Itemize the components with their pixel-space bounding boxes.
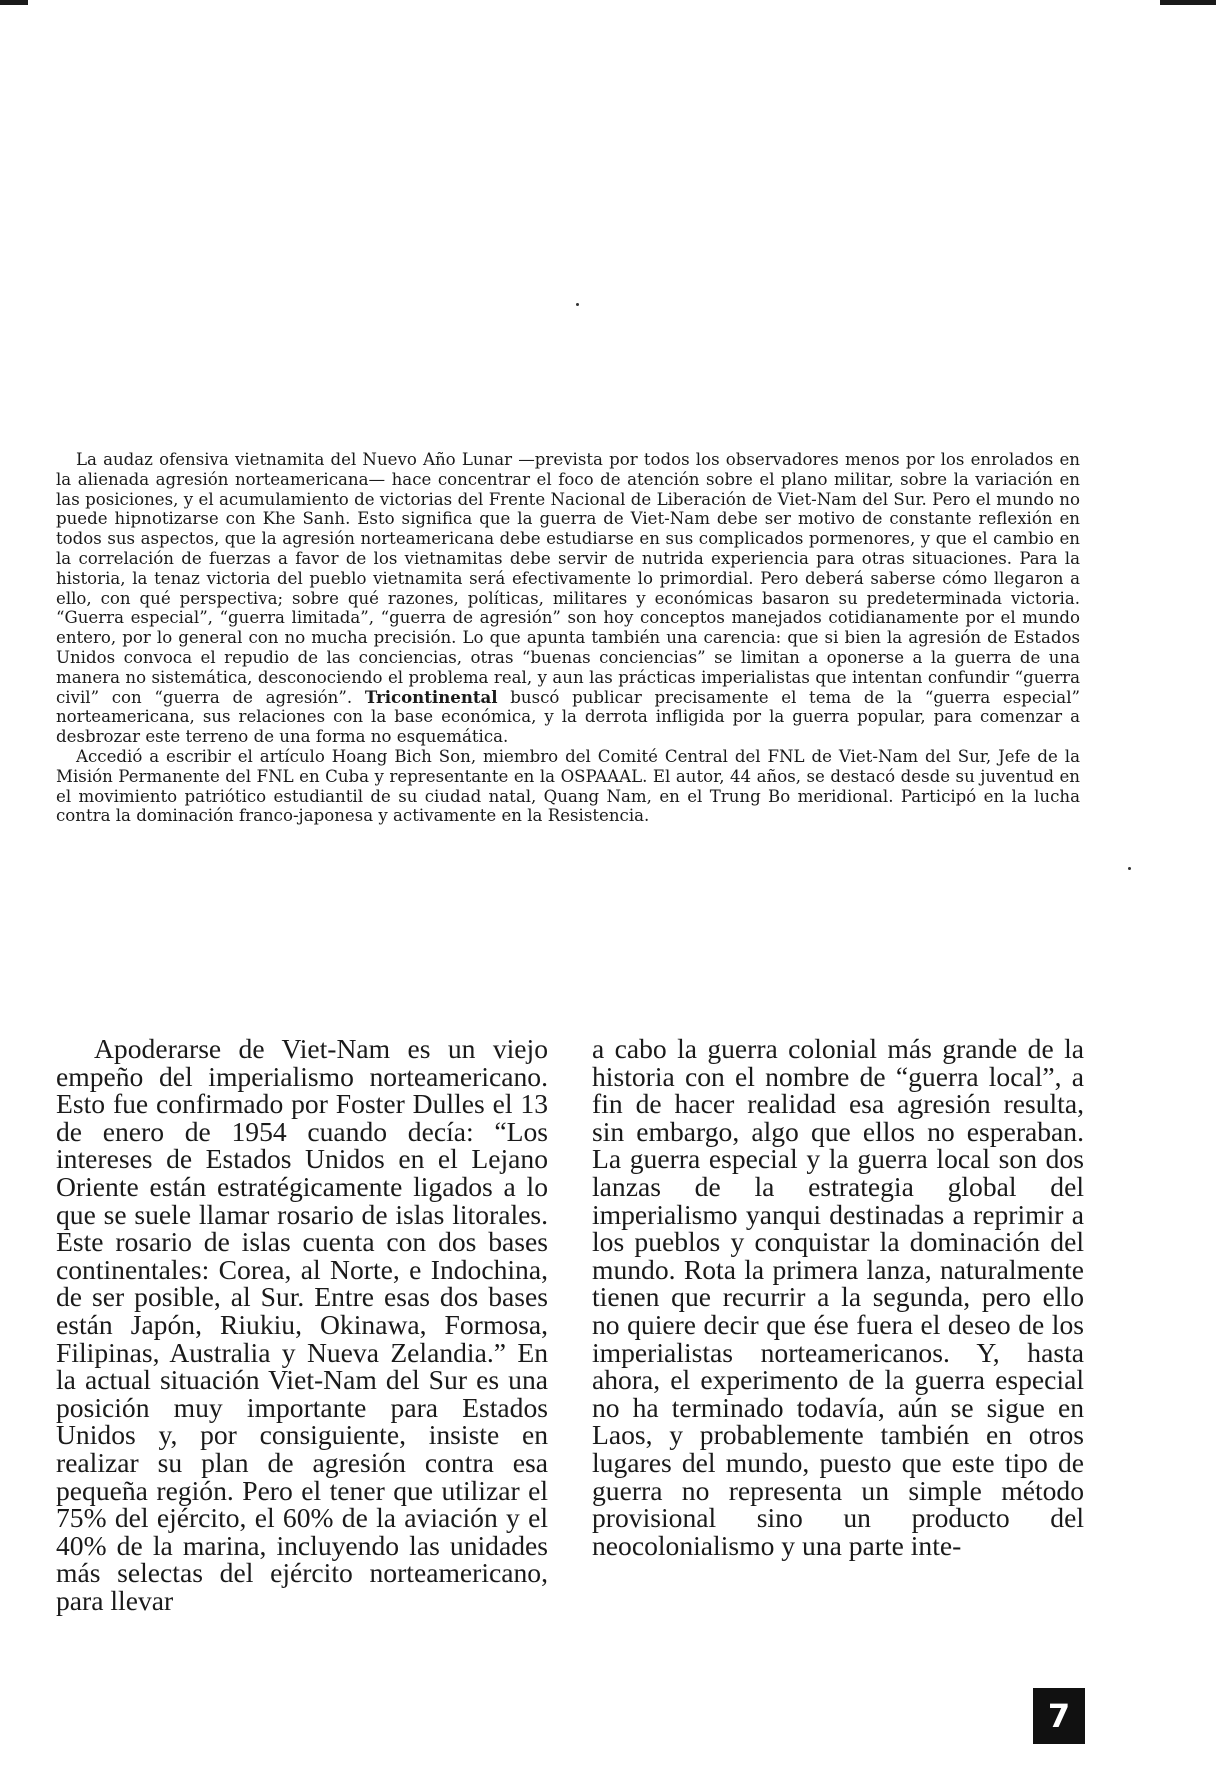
page-number: 7 (1033, 1688, 1085, 1744)
editorial-introduction (56, 450, 1080, 826)
intro-text-before-name: La audaz ofensiva vietnamita del Nuevo Año Lunar —prevista por todos los observadores menos por los enrolados en la alienada agresión norteamericana— hace concentrar el foco de atención sobre el plano militar, sobre la variación en las posiciones, y el acumulamiento de victorias del Frente Nacional de Liberación de Viet-Nam del Sur. Pero el mundo no puede hipnotizarse con Khe Sanh. Esto significa que la guerra de Viet-Nam debe ser motivo de constante reflexión en todos sus aspectos, que la agresión norteamericana debe estudiarse en sus complicados pormenores, y que el cambio en la correlación de fuerzas a favor de los vietnamitas debe servir de nutrida experiencia para otras situaciones. Para la historia, la tenaz victoria del pueblo vietnamita será efectivamente lo primordial. Pero deberá saberse cómo llegaron a ello, con qué perspectiva; sobre qué razones, políticas, militares y económicas basaron su predeterminada victoria. “Guerra especial”, “guerra limitada”, “guerra de agresión” son hoy conceptos manejados cotidianamente por el mundo entero, por lo general con no mucha precisión. Lo que apunta también una carencia: que si bien la agresión de Estados Unidos convoca el repudio de las conciencias, otras “buenas conciencias” se limitan a oponerse a la guerra de una manera no sistemática, desconociendo el problema real, y aun las prácticas imperialistas que intentan confundir “guerra civil” con “guerra de agresión”. (56, 450, 1080, 707)
intro-paragraph-2: Accedió a escribir el artículo Hoang Bich Son, miembro del Comité Central del FNL de Viet-Nam del Sur, Jefe de la Misión Permanente del FNL en Cuba y representante en la OSPAAAL. El autor, 44 años, se destacó desde su juventud en el movimiento patriótico estudiantil de su ciudad natal, Quang Nam, en el Trung Bo meridional. Participó en la lucha contra la dominación franco-japonesa y activamente en la Resistencia. (56, 746, 1080, 826)
article-column-left (56, 1035, 548, 1614)
scan-speck (576, 303, 579, 306)
scan-edge-mark-right (1160, 0, 1216, 5)
intro-text-after-name: buscó publicar precisamente el tema de la “guerra especial” norteamericana, sus relaciones con la base económica, y la derrota infligida por la guerra popular, para comenzar a desbrozar este terreno de una forma no esquemática. (56, 687, 1080, 747)
article-body (56, 1035, 1084, 1614)
article-paragraph: Apoderarse de Viet-Nam es un viejo empeño del imperialismo norteamericano. Esto fue confirmado por Foster Dulles el 13 de enero de 1954 cuando decía: “Los intereses de Estados Unidos en el Lejano Oriente están estratégicamente ligados a lo que se suele llamar rosario de islas litorales. Este rosario de islas cuenta con dos bases continentales: Corea, al Norte, e Indochina, de ser posible, al Sur. Entre esas dos bases están Japón, Riukiu, Okinawa, Formosa, Filipinas, Australia y Nueva Zelandia.” En la actual situación Viet-Nam del Sur es una posición muy importante para Estados Unidos y, por consiguiente, insiste en realizar su plan de agresión contra esa pequeña región. Pero el tener que utilizar el 75% del ejército, el 60% de la aviación y el 40% de la marina, incluyendo las unidades más selectas del ejército norteamericano, para llevar (56, 1033, 548, 1616)
article-paragraph-continued: a cabo la guerra colonial más grande de la historia con el nombre de “guerra local”, a fin de hacer realidad esa agresión resulta, sin embargo, algo que ellos no esperaban. La guerra especial y la guerra local son dos lanzas de la estrategia global del imperialismo yanqui destinadas a reprimir a los pueblos y conquistar la dominación del mundo. Rota la primera lanza, naturalmente tienen que recurrir a la segunda, pero ello no quiere decir que ése fuera el deseo de los imperialistas norteamericanos. Y, hasta ahora, el experimento de la guerra especial no ha terminado todavía, aún se sigue en Laos, y probablemente también en otros lugares del mundo, puesto que este tipo de guerra no representa un simple método provisional sino un producto del neocolonialismo y una parte inte- (592, 1033, 1084, 1561)
intro-paragraph-1 (56, 450, 1080, 747)
magazine-name: Tricontinental (364, 686, 498, 707)
scan-speck (1128, 867, 1131, 870)
scan-edge-mark-left (0, 0, 28, 5)
article-column-right (592, 1035, 1084, 1614)
